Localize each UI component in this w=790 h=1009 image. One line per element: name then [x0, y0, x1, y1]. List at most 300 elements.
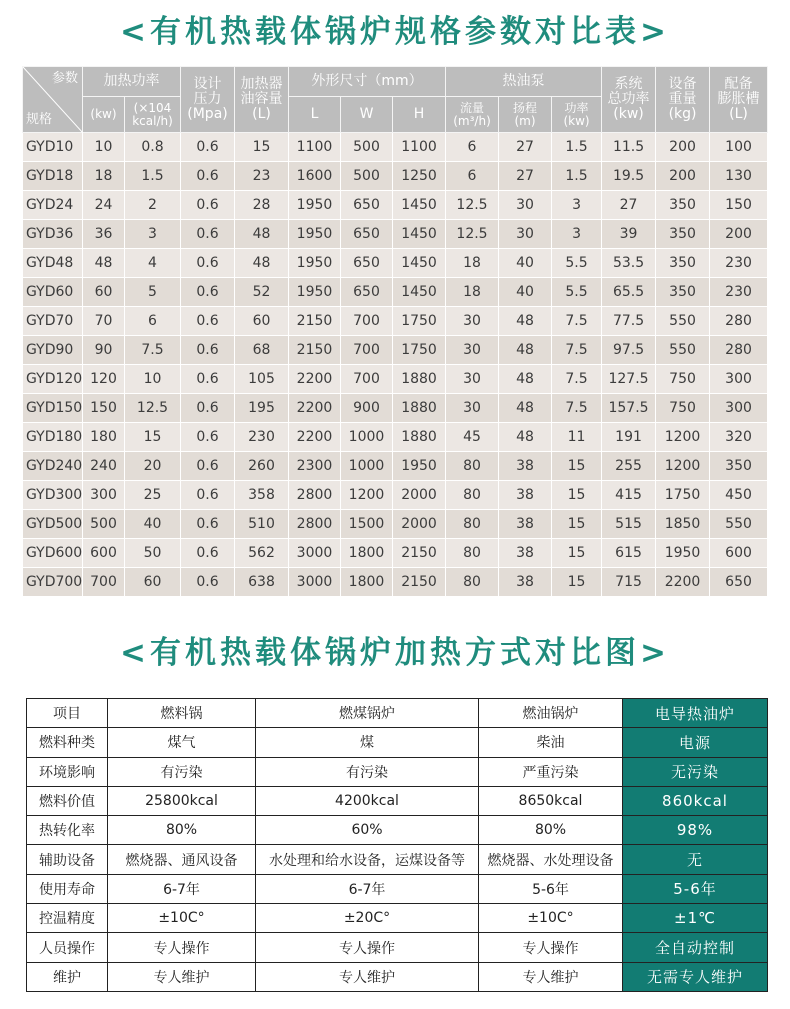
spec-cell: 19.5: [602, 162, 656, 191]
model-cell: GYD36: [23, 220, 83, 249]
electric-boiler-cell: 电源: [623, 728, 768, 757]
spec-cell: 1100: [393, 133, 446, 162]
spec-cell: 715: [602, 568, 656, 597]
comparison-item-cell: 辅助设备: [27, 845, 108, 874]
spec-cell: 127.5: [602, 365, 656, 394]
spec-cell: 12.5: [446, 191, 499, 220]
comparison-item-cell: 热转化率: [27, 816, 108, 845]
spec-cell: 1750: [393, 307, 446, 336]
spec-cell: 5.5: [552, 278, 602, 307]
spec-cell: 2200: [289, 365, 341, 394]
spec-cell: 240: [83, 452, 125, 481]
spec-cell: 0.6: [181, 539, 235, 568]
spec-cell: 97.5: [602, 336, 656, 365]
spec-cell: 0.6: [181, 220, 235, 249]
electric-boiler-cell: 5-6年: [623, 874, 768, 903]
spec-cell: 600: [710, 539, 768, 568]
spec-cell: 900: [341, 394, 393, 423]
spec-cell: 45: [446, 423, 499, 452]
spec-cell: 1450: [393, 249, 446, 278]
spec-row: [23, 133, 768, 162]
comparison-item-cell: 燃料价值: [27, 786, 108, 815]
spec-row: [23, 191, 768, 220]
spec-cell: 2: [125, 191, 181, 220]
spec-row: [23, 481, 768, 510]
spec-cell: 6: [125, 307, 181, 336]
spec-cell: 3000: [289, 539, 341, 568]
electric-boiler-cell: 无: [623, 845, 768, 874]
spec-cell: 5: [125, 278, 181, 307]
spec-cell: 40: [499, 278, 552, 307]
comparison-row: [27, 904, 768, 933]
spec-cell: 150: [710, 191, 768, 220]
spec-cell: 27: [499, 133, 552, 162]
spec-cell: 18: [83, 162, 125, 191]
corner-model-label: 规格: [26, 112, 53, 128]
spec-cell: 320: [710, 423, 768, 452]
spec-cell: 0.6: [181, 336, 235, 365]
model-cell: GYD180: [23, 423, 83, 452]
spec-cell: 1850: [656, 510, 710, 539]
spec-cell: 48: [235, 220, 289, 249]
spec-cell: 750: [656, 365, 710, 394]
spec-cell: 650: [341, 220, 393, 249]
spec-row: [23, 394, 768, 423]
spec-cell: 1880: [393, 394, 446, 423]
comparison-cell: ±10C°: [479, 904, 623, 933]
electric-boiler-cell: 98%: [623, 816, 768, 845]
spec-cell: 230: [710, 278, 768, 307]
spec-cell: 60: [235, 307, 289, 336]
comparison-cell: 燃油锅炉: [479, 699, 623, 728]
spec-cell: 1.5: [552, 133, 602, 162]
heater-oil-label: 加热器 油容量: [240, 76, 283, 108]
spec-cell: 350: [656, 249, 710, 278]
subheader-length: L: [289, 97, 341, 133]
spec-cell: 515: [602, 510, 656, 539]
spec-cell: 638: [235, 568, 289, 597]
spec-cell: 280: [710, 307, 768, 336]
spec-cell: 1500: [341, 510, 393, 539]
spec-cell: 40: [499, 249, 552, 278]
spec-cell: 38: [499, 452, 552, 481]
model-cell: GYD10: [23, 133, 83, 162]
spec-cell: 36: [83, 220, 125, 249]
spec-cell: 600: [83, 539, 125, 568]
spec-cell: 191: [602, 423, 656, 452]
spec-cell: 300: [83, 481, 125, 510]
spec-cell: 38: [499, 510, 552, 539]
spec-row: [23, 510, 768, 539]
spec-cell: 358: [235, 481, 289, 510]
spec-cell: 30: [446, 365, 499, 394]
spec-cell: 15: [552, 539, 602, 568]
subheader-pump-power: 功率 (kw): [552, 97, 602, 133]
spec-cell: 2200: [289, 423, 341, 452]
comparison-cell: 煤: [256, 728, 479, 757]
spec-cell: 1950: [289, 191, 341, 220]
model-cell: GYD18: [23, 162, 83, 191]
spec-cell: 65.5: [602, 278, 656, 307]
spec-cell: 1000: [341, 452, 393, 481]
comparison-row: [27, 845, 768, 874]
spec-cell: 6: [446, 133, 499, 162]
model-cell: GYD500: [23, 510, 83, 539]
heater-oil-unit: (L): [252, 105, 271, 122]
spec-cell: 615: [602, 539, 656, 568]
spec-cell: 2200: [289, 394, 341, 423]
spec-cell: 120: [83, 365, 125, 394]
header-oil-pump: 热油泵: [446, 67, 602, 97]
spec-cell: 1750: [656, 481, 710, 510]
spec-cell: 38: [499, 539, 552, 568]
spec-cell: 40: [125, 510, 181, 539]
spec-cell: 20: [125, 452, 181, 481]
spec-cell: 15: [235, 133, 289, 162]
electric-boiler-cell: 无需专人维护: [623, 962, 768, 991]
spec-cell: 7.5: [552, 307, 602, 336]
spec-cell: 1950: [393, 452, 446, 481]
subheader-kcal: (×104 kcal/h): [125, 97, 181, 133]
subheader-width: W: [341, 97, 393, 133]
model-cell: GYD700: [23, 568, 83, 597]
spec-cell: 18: [446, 278, 499, 307]
comparison-item-cell: 人员操作: [27, 933, 108, 962]
spec-cell: 1950: [289, 249, 341, 278]
subheader-head: 扬程 (m): [499, 97, 552, 133]
spec-cell: 5.5: [552, 249, 602, 278]
weight-unit: (kg): [668, 105, 697, 122]
spec-cell: 4: [125, 249, 181, 278]
spec-cell: 77.5: [602, 307, 656, 336]
spec-cell: 700: [341, 365, 393, 394]
spec-cell: 0.6: [181, 191, 235, 220]
comparison-cell: 60%: [256, 816, 479, 845]
spec-row: [23, 249, 768, 278]
corner-header-cell: [23, 67, 83, 133]
spec-cell: 0.6: [181, 162, 235, 191]
spec-cell: 2150: [393, 539, 446, 568]
spec-cell: 48: [499, 365, 552, 394]
spec-cell: 0.6: [181, 249, 235, 278]
comparison-row: [27, 933, 768, 962]
spec-cell: 150: [83, 394, 125, 423]
spec-cell: 1450: [393, 191, 446, 220]
spec-cell: 3000: [289, 568, 341, 597]
comparison-cell: 25800kcal: [108, 786, 256, 815]
comparison-cell: 专人维护: [108, 962, 256, 991]
spec-cell: 1800: [341, 568, 393, 597]
spec-table-body: [23, 133, 768, 597]
comparison-cell: ±20C°: [256, 904, 479, 933]
comparison-cell: 4200kcal: [256, 786, 479, 815]
spec-cell: 0.6: [181, 394, 235, 423]
expansion-tank-unit: (L): [729, 105, 748, 122]
comparison-cell: 专人维护: [256, 962, 479, 991]
spec-cell: 1600: [289, 162, 341, 191]
spec-cell: 300: [710, 365, 768, 394]
spec-cell: 700: [341, 307, 393, 336]
comparison-cell: 6-7年: [108, 874, 256, 903]
spec-cell: 2150: [289, 336, 341, 365]
comparison-row: [27, 786, 768, 815]
comparison-item-cell: 控温精度: [27, 904, 108, 933]
subheader-flow: 流量 (m³/h): [446, 97, 499, 133]
model-cell: GYD150: [23, 394, 83, 423]
spec-cell: 0.6: [181, 133, 235, 162]
spec-cell: 60: [125, 568, 181, 597]
spec-cell: 1950: [656, 539, 710, 568]
spec-cell: 1200: [341, 481, 393, 510]
header-design-pressure: [181, 67, 235, 133]
spec-cell: 38: [499, 481, 552, 510]
spec-table: [22, 66, 768, 597]
spec-cell: 80: [446, 481, 499, 510]
spec-cell: 100: [710, 133, 768, 162]
spec-cell: 15: [552, 481, 602, 510]
spec-cell: 1100: [289, 133, 341, 162]
comparison-row: [27, 816, 768, 845]
header-heater-oil: [235, 67, 289, 133]
spec-cell: 80: [446, 568, 499, 597]
spec-cell: 230: [710, 249, 768, 278]
spec-cell: 10: [83, 133, 125, 162]
spec-cell: 550: [710, 510, 768, 539]
spec-cell: 30: [446, 336, 499, 365]
spec-cell: 50: [125, 539, 181, 568]
spec-cell: 350: [656, 278, 710, 307]
model-cell: GYD70: [23, 307, 83, 336]
spec-cell: 200: [656, 133, 710, 162]
spec-cell: 6: [446, 162, 499, 191]
comparison-table: [26, 698, 768, 992]
spec-cell: 700: [83, 568, 125, 597]
spec-cell: 0.8: [125, 133, 181, 162]
spec-cell: 1.5: [125, 162, 181, 191]
spec-cell: 23: [235, 162, 289, 191]
spec-cell: 25: [125, 481, 181, 510]
header-dimensions: 外形尺寸（mm）: [289, 67, 446, 97]
comparison-cell: 专人维护: [479, 962, 623, 991]
spec-cell: 7.5: [552, 336, 602, 365]
spec-cell: 90: [83, 336, 125, 365]
spec-cell: 3: [125, 220, 181, 249]
spec-row: [23, 568, 768, 597]
spec-cell: 2800: [289, 510, 341, 539]
comparison-cell: 严重污染: [479, 757, 623, 786]
spec-cell: 53.5: [602, 249, 656, 278]
electric-boiler-cell: 电导热油炉: [623, 699, 768, 728]
spec-cell: 550: [656, 307, 710, 336]
spec-cell: 2150: [393, 568, 446, 597]
spec-row: [23, 307, 768, 336]
spec-cell: 18: [446, 249, 499, 278]
spec-cell: 30: [446, 394, 499, 423]
spec-cell: 105: [235, 365, 289, 394]
comparison-item-cell: 维护: [27, 962, 108, 991]
spec-cell: 650: [341, 278, 393, 307]
spec-cell: 2150: [289, 307, 341, 336]
spec-row: [23, 365, 768, 394]
spec-cell: 350: [656, 191, 710, 220]
spec-cell: 1000: [341, 423, 393, 452]
spec-cell: 30: [446, 307, 499, 336]
spec-row: [23, 162, 768, 191]
spec-cell: 80: [446, 510, 499, 539]
spec-cell: 450: [710, 481, 768, 510]
spec-cell: 27: [499, 162, 552, 191]
spec-cell: 15: [552, 568, 602, 597]
comparison-cell: 专人操作: [256, 933, 479, 962]
spec-cell: 0.6: [181, 510, 235, 539]
spec-cell: 30: [499, 220, 552, 249]
spec-cell: 2800: [289, 481, 341, 510]
comparison-cell: 水处理和给水设备，运煤设备等: [256, 845, 479, 874]
spec-cell: 0.6: [181, 452, 235, 481]
model-cell: GYD48: [23, 249, 83, 278]
spec-cell: 12.5: [125, 394, 181, 423]
comparison-cell: 5-6年: [479, 874, 623, 903]
spec-cell: 1950: [289, 278, 341, 307]
spec-cell: 80: [446, 452, 499, 481]
spec-cell: 39: [602, 220, 656, 249]
spec-cell: 1880: [393, 423, 446, 452]
spec-cell: 2000: [393, 510, 446, 539]
spec-cell: 255: [602, 452, 656, 481]
spec-cell: 650: [341, 191, 393, 220]
model-cell: GYD60: [23, 278, 83, 307]
spec-cell: 350: [710, 452, 768, 481]
spec-cell: 70: [83, 307, 125, 336]
electric-boiler-cell: ±1℃: [623, 904, 768, 933]
header-expansion-tank: [710, 67, 768, 133]
spec-cell: 0.6: [181, 568, 235, 597]
spec-cell: 280: [710, 336, 768, 365]
spec-cell: 12.5: [446, 220, 499, 249]
weight-label: 设备 重量: [668, 76, 697, 108]
comparison-row: [27, 757, 768, 786]
spec-cell: 0.6: [181, 423, 235, 452]
spec-cell: 230: [235, 423, 289, 452]
spec-row: [23, 278, 768, 307]
spec-cell: 0.6: [181, 481, 235, 510]
spec-cell: 38: [499, 568, 552, 597]
spec-cell: 415: [602, 481, 656, 510]
model-cell: GYD90: [23, 336, 83, 365]
electric-boiler-cell: 全自动控制: [623, 933, 768, 962]
spec-cell: 1250: [393, 162, 446, 191]
spec-cell: 1880: [393, 365, 446, 394]
comparison-cell: 有污染: [256, 757, 479, 786]
spec-row: [23, 539, 768, 568]
subheader-kw: (kw): [83, 97, 125, 133]
spec-cell: 500: [341, 133, 393, 162]
spec-cell: 7.5: [552, 365, 602, 394]
electric-boiler-cell: 无污染: [623, 757, 768, 786]
comparison-cell: ±10C°: [108, 904, 256, 933]
spec-cell: 48: [235, 249, 289, 278]
comparison-cell: 80%: [108, 816, 256, 845]
comparison-cell: 燃煤锅炉: [256, 699, 479, 728]
spec-cell: 52: [235, 278, 289, 307]
spec-cell: 48: [499, 394, 552, 423]
system-power-label: 系统 总功率: [607, 76, 650, 108]
spec-cell: 30: [499, 191, 552, 220]
electric-boiler-cell: 860kcal: [623, 786, 768, 815]
spec-cell: 3: [552, 191, 602, 220]
comparison-row: [27, 874, 768, 903]
spec-cell: 48: [83, 249, 125, 278]
system-power-unit: (kw): [613, 105, 644, 122]
spec-cell: 0.6: [181, 365, 235, 394]
spec-cell: 1200: [656, 423, 710, 452]
spec-cell: 300: [710, 394, 768, 423]
spec-cell: 11.5: [602, 133, 656, 162]
comparison-cell: 柴油: [479, 728, 623, 757]
spec-cell: 48: [499, 423, 552, 452]
expansion-tank-label: 配备 膨胀槽: [717, 76, 760, 108]
subheader-height: H: [393, 97, 446, 133]
comparison-item-cell: 项目: [27, 699, 108, 728]
spec-cell: 157.5: [602, 394, 656, 423]
spec-cell: 2200: [656, 568, 710, 597]
spec-cell: 68: [235, 336, 289, 365]
comparison-item-cell: 使用寿命: [27, 874, 108, 903]
spec-cell: 2000: [393, 481, 446, 510]
spec-row: [23, 336, 768, 365]
spec-cell: 0.6: [181, 307, 235, 336]
comparison-item-cell: 环境影响: [27, 757, 108, 786]
spec-cell: 195: [235, 394, 289, 423]
spec-cell: 1950: [289, 220, 341, 249]
spec-cell: 1450: [393, 278, 446, 307]
corner-param-label: 参数: [51, 71, 78, 86]
header-weight: [656, 67, 710, 133]
spec-cell: 650: [710, 568, 768, 597]
comparison-row: [27, 962, 768, 991]
spec-cell: 700: [341, 336, 393, 365]
spec-cell: 1750: [393, 336, 446, 365]
spec-cell: 350: [656, 220, 710, 249]
spec-cell: 500: [83, 510, 125, 539]
comparison-cell: 燃料锅: [108, 699, 256, 728]
comparison-header-row: [27, 699, 768, 728]
spec-row: [23, 452, 768, 481]
comparison-item-cell: 燃料种类: [27, 728, 108, 757]
spec-cell: 11: [552, 423, 602, 452]
spec-cell: 15: [125, 423, 181, 452]
model-cell: GYD120: [23, 365, 83, 394]
spec-cell: 15: [552, 510, 602, 539]
spec-cell: 3: [552, 220, 602, 249]
comparison-table-body: [27, 699, 768, 992]
spec-cell: 48: [499, 336, 552, 365]
spec-cell: 7.5: [125, 336, 181, 365]
spec-cell: 500: [341, 162, 393, 191]
design-pressure-label: 设计 压力: [193, 76, 222, 108]
spec-cell: 1.5: [552, 162, 602, 191]
spec-cell: 180: [83, 423, 125, 452]
spec-cell: 130: [710, 162, 768, 191]
spec-cell: 2300: [289, 452, 341, 481]
spec-cell: 60: [83, 278, 125, 307]
spec-cell: 750: [656, 394, 710, 423]
spec-cell: 15: [552, 452, 602, 481]
spec-cell: 510: [235, 510, 289, 539]
spec-row: [23, 423, 768, 452]
spec-cell: 24: [83, 191, 125, 220]
spec-cell: 0.6: [181, 278, 235, 307]
